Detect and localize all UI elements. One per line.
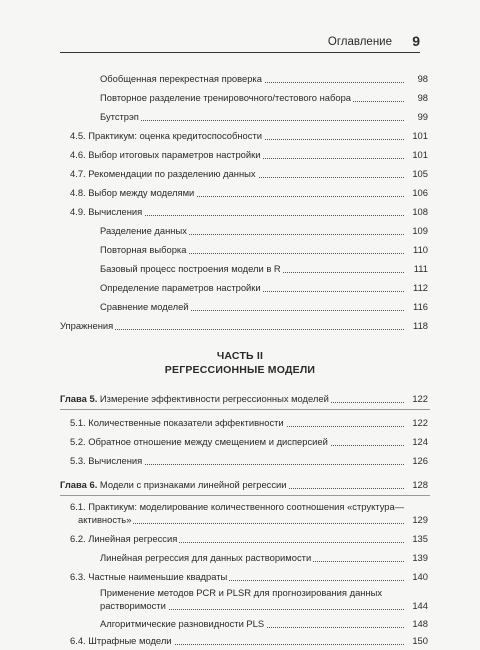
toc-entry-page: 112 (404, 281, 428, 295)
toc-entry-page: 109 (404, 224, 428, 238)
toc-entry-text: растворимости (100, 600, 166, 611)
toc-entry[interactable] (0, 129, 480, 143)
toc-entry[interactable] (0, 416, 480, 430)
toc-entry-page: 122 (404, 416, 428, 430)
toc-entry-page: 98 (404, 91, 428, 105)
toc-entry-text: Алгоритмические разновидности PLS (100, 618, 265, 629)
toc-entry[interactable] (0, 281, 480, 295)
divider (60, 495, 430, 496)
toc-entry-multiline[interactable] (70, 501, 430, 513)
toc-entry-text: 4.7. Рекомендации по разделению данных (70, 168, 256, 179)
toc-entry[interactable] (0, 243, 480, 257)
toc-entry-continuation (0, 513, 480, 527)
toc-entry-page: 101 (404, 129, 428, 143)
toc-entry[interactable] (0, 205, 480, 219)
toc-entry[interactable] (0, 148, 480, 162)
toc-entry[interactable] (0, 617, 480, 631)
part-number: ЧАСТЬ II (216, 350, 264, 362)
toc-entry-page: 106 (404, 186, 428, 200)
toc-entry-text: 6.4. Штрафные модели (70, 635, 172, 646)
toc-entry-page: 108 (404, 205, 428, 219)
toc-entry-text: 6.3. Частные наименьшие квадраты (70, 571, 228, 582)
toc-entry-page: 101 (404, 148, 428, 162)
chapter-label: Глава 5. (60, 393, 98, 404)
toc-entry-text: Линейная регрессия для данных растворимости (100, 552, 312, 563)
toc-entry-text: 5.2. Обратное отношение между смещением и дисперсией (70, 436, 328, 447)
toc-entry-page: 105 (404, 167, 428, 181)
toc-entry[interactable] (0, 110, 480, 124)
toc-entry-text: Сравнение моделей (100, 301, 189, 312)
toc-entry[interactable] (0, 186, 480, 200)
toc-entry[interactable] (0, 532, 480, 546)
toc-entry-text: 5.1. Количественные показатели эффективности (70, 417, 284, 428)
toc-entry[interactable] (0, 167, 480, 181)
toc-entry-continuation (0, 599, 480, 613)
toc-entry-text: Упражнения (60, 320, 114, 331)
toc-entry[interactable] (0, 224, 480, 238)
toc-entry-text: Повторное разделение тренировочного/тестового набора (100, 92, 352, 103)
toc-entry-text: Разделение данных (100, 225, 187, 236)
toc-entry-page: 135 (404, 532, 428, 546)
toc-entry[interactable] (0, 435, 480, 449)
toc-entry[interactable] (0, 319, 480, 333)
section-title: Оглавление (327, 36, 392, 48)
toc-entry-page: 148 (404, 617, 428, 631)
toc-entry-text: 6.2. Линейная регрессия (70, 533, 178, 544)
toc-entry-text: 4.8. Выбор между моделями (70, 187, 195, 198)
toc-entry-text: 6.1. Практикум: моделирование количественного соотношения «структура— (70, 501, 405, 512)
toc-entry-page: 150 (404, 634, 428, 648)
toc-entry-page: 118 (404, 319, 428, 333)
toc-entry-page: 140 (404, 570, 428, 584)
toc-entry[interactable] (0, 262, 480, 276)
toc-entry-text: активность» (78, 514, 132, 525)
toc-entry[interactable] (0, 454, 480, 468)
toc-entry[interactable] (0, 300, 480, 314)
toc-entry-text: 4.5. Практикум: оценка кредитоспособности (70, 130, 262, 141)
toc-entry-page: 122 (404, 392, 428, 406)
toc-entry-text: Измерение эффективности регрессионных моделей (99, 393, 329, 404)
toc-entry[interactable] (0, 570, 480, 584)
toc-entry-page: 99 (404, 110, 428, 124)
toc-entry-page: 98 (404, 72, 428, 86)
toc-entry-page: 110 (404, 243, 428, 257)
toc-entry-page: 116 (404, 300, 428, 314)
toc-entry[interactable] (0, 551, 480, 565)
toc-entry-page: 129 (404, 513, 428, 527)
toc-entry[interactable] (0, 91, 480, 105)
toc-chapter[interactable] (0, 478, 480, 492)
page-number: 9 (412, 33, 420, 49)
toc-entry-page: 124 (404, 435, 428, 449)
toc-entry[interactable] (0, 72, 480, 86)
toc-entry-text: Базовый процесс построения модели в R (100, 263, 281, 274)
toc-entry-page: 111 (404, 262, 428, 276)
part-title: РЕГРЕССИОННЫЕ МОДЕЛИ (164, 364, 316, 376)
toc-entry-text: 4.9. Вычисления (70, 206, 143, 217)
toc-entry-text: Бутстрэп (100, 111, 139, 122)
toc-entry-page: 128 (404, 478, 428, 492)
toc-entry-text: 4.6. Выбор итоговых параметров настройки (70, 149, 261, 160)
toc-entry-text: 5.3. Вычисления (70, 455, 143, 466)
divider (60, 409, 430, 410)
toc-entry[interactable] (0, 634, 480, 648)
toc-entry-page: 139 (404, 551, 428, 565)
page-header (60, 34, 420, 53)
toc-entry-page: 144 (404, 599, 428, 613)
toc-entry-page: 126 (404, 454, 428, 468)
toc-entry-multiline[interactable] (100, 587, 420, 599)
toc-entry-text: Повторная выборка (100, 244, 187, 255)
toc-entry-text: Обобщенная перекрестная проверка (100, 73, 262, 84)
toc-entry-text: Модели с признаками линейной регрессии (99, 479, 287, 490)
toc-entry-text: Определение параметров настройки (100, 282, 261, 293)
chapter-label: Глава 6. (60, 479, 98, 490)
toc-chapter[interactable] (0, 392, 480, 406)
toc-entry-text: Применение методов PCR и PLSR для прогнозирования данных (100, 587, 383, 598)
